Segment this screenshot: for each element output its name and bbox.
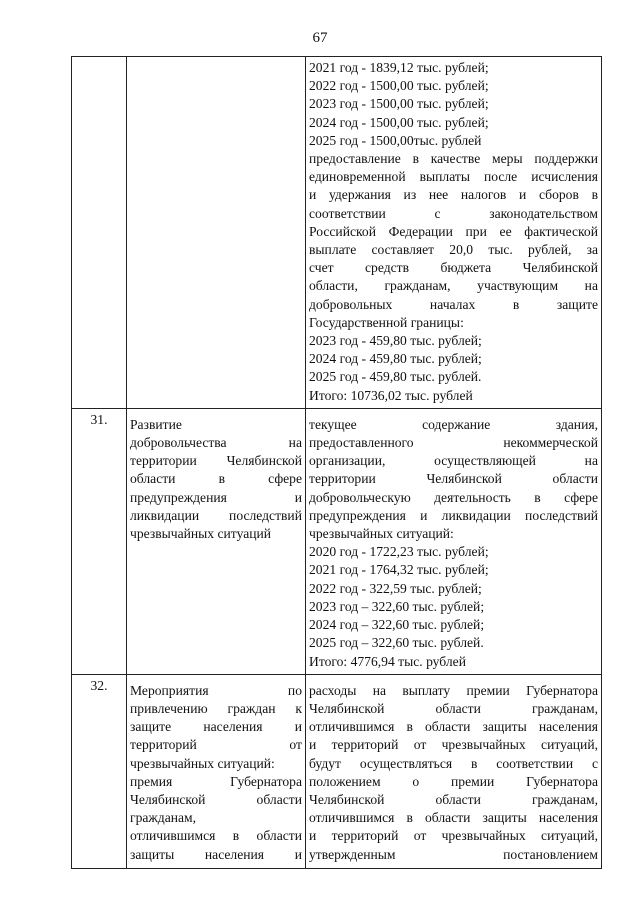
table-row-continued [72, 57, 602, 409]
text-line: чрезвычайных ситуаций: [309, 526, 454, 542]
text-line: премия Губернатора [130, 773, 302, 789]
row-number-cell [72, 57, 127, 409]
table-row-31 [72, 408, 602, 674]
text-line: счет средств бюджета Челябинской [309, 260, 598, 276]
text-line: Итого: 10736,02 тыс. рублей [309, 387, 473, 403]
text-line: отличившимся в области защиты населения [309, 719, 598, 735]
text-line: 2025 год - 1500,00тыс. рублей [309, 132, 482, 148]
text-line: защите населения и [130, 719, 302, 735]
text-line: выплате составляет 20,0 тыс. рублей, за [309, 242, 598, 258]
text-line: привлечению граждан к [130, 700, 302, 716]
text-line: защиты населения и [130, 846, 302, 862]
text-line: чрезвычайных ситуаций [130, 526, 272, 542]
text-line: 2021 год - 1839,12 тыс. рублей; [309, 60, 489, 75]
measure-name-cell [127, 57, 306, 409]
row-number-cell: 32. [72, 674, 127, 868]
funding-description-cell [306, 57, 602, 409]
text-line: 2024 год - 459,80 тыс. рублей; [309, 351, 482, 367]
funding-description-cell [306, 408, 602, 674]
text-line: 2021 год - 1764,32 тыс. рублей; [309, 562, 489, 578]
text-line: единовременной выплаты после исчисления [309, 169, 598, 185]
text-line: отличившимся в области [130, 828, 302, 844]
row-number-cell: 31. [72, 408, 127, 674]
text-line: 2022 год - 1500,00 тыс. рублей; [309, 78, 489, 94]
text-line: ликвидации последствий [130, 507, 302, 523]
text-line: будут осуществляться в соответствии с [309, 755, 598, 771]
text-line: территорий от [130, 737, 302, 753]
text-line: организации, осуществляющей на [309, 453, 598, 469]
measure-name-cell [127, 674, 306, 868]
text-line: 2024 год – 322,60 тыс. рублей; [309, 617, 485, 633]
text-line: области в сфере [130, 471, 302, 487]
text-line: расходы на выплату премии Губернатора [309, 682, 598, 698]
text-line: Итого: 4776,94 тыс. рублей [309, 653, 466, 669]
text-line: гражданам, [130, 810, 197, 826]
text-line: 2023 год – 322,60 тыс. рублей; [309, 598, 485, 614]
text-line: Мероприятия по [130, 682, 302, 698]
text-line: соответствии с законодательством [309, 205, 598, 221]
text-line: положением о премии Губернатора [309, 773, 598, 789]
text-line: 2025 год - 459,80 тыс. рублей. [309, 369, 482, 385]
text-line: 2022 год - 322,59 тыс. рублей; [309, 580, 482, 596]
text-line: территории Челябинской [130, 453, 302, 469]
text-line: предоставление в качестве меры поддержки [309, 151, 598, 167]
text-line: текущее содержание здания, [309, 416, 598, 432]
text-line: Государственной границы: [309, 314, 464, 330]
text-line: отличившимся в области защиты населения [309, 810, 598, 826]
text-line: 2023 год - 459,80 тыс. рублей; [309, 333, 482, 349]
text-line: 2024 год - 1500,00 тыс. рублей; [309, 114, 489, 130]
text-line: добровольчества на [130, 435, 302, 451]
text-line: и территорий от чрезвычайных ситуаций, [309, 828, 598, 844]
funding-description-cell [306, 674, 602, 868]
text-line: Челябинской области гражданам, [309, 700, 598, 716]
text-line: территории Челябинской области [309, 471, 598, 487]
text-line: Челябинской области [130, 791, 302, 807]
text-line: предупреждения и [130, 489, 302, 505]
text-line: и удержания из нее налогов и сборов в [309, 187, 598, 203]
text-line: Развитие [130, 416, 182, 432]
text-line: добровольческую деятельность в сфере [309, 489, 598, 505]
measures-table [71, 56, 602, 869]
text-line: утвержденным постановлением [309, 846, 598, 862]
text-line: 2023 год - 1500,00 тыс. рублей; [309, 96, 489, 112]
text-line: предоставленного некоммерческой [309, 435, 598, 451]
text-line: 2025 год – 322,60 тыс. рублей. [309, 635, 484, 651]
page-number: 67 [312, 30, 328, 46]
measure-name-cell [127, 408, 306, 674]
text-line: области, гражданам, участвующим на [309, 278, 598, 294]
table-row-32 [72, 674, 602, 868]
text-line: чрезвычайных ситуаций: [130, 755, 275, 771]
text-line: 2020 год - 1722,23 тыс. рублей; [309, 544, 489, 560]
text-line: предупреждения и ликвидации последствий [309, 507, 598, 523]
text-line: и территорий от чрезвычайных ситуаций, [309, 737, 598, 753]
text-line: Российской Федерации при ее фактической [309, 223, 598, 239]
text-line: добровольных началах в защите [309, 296, 598, 312]
text-line: Челябинской области гражданам, [309, 791, 598, 807]
